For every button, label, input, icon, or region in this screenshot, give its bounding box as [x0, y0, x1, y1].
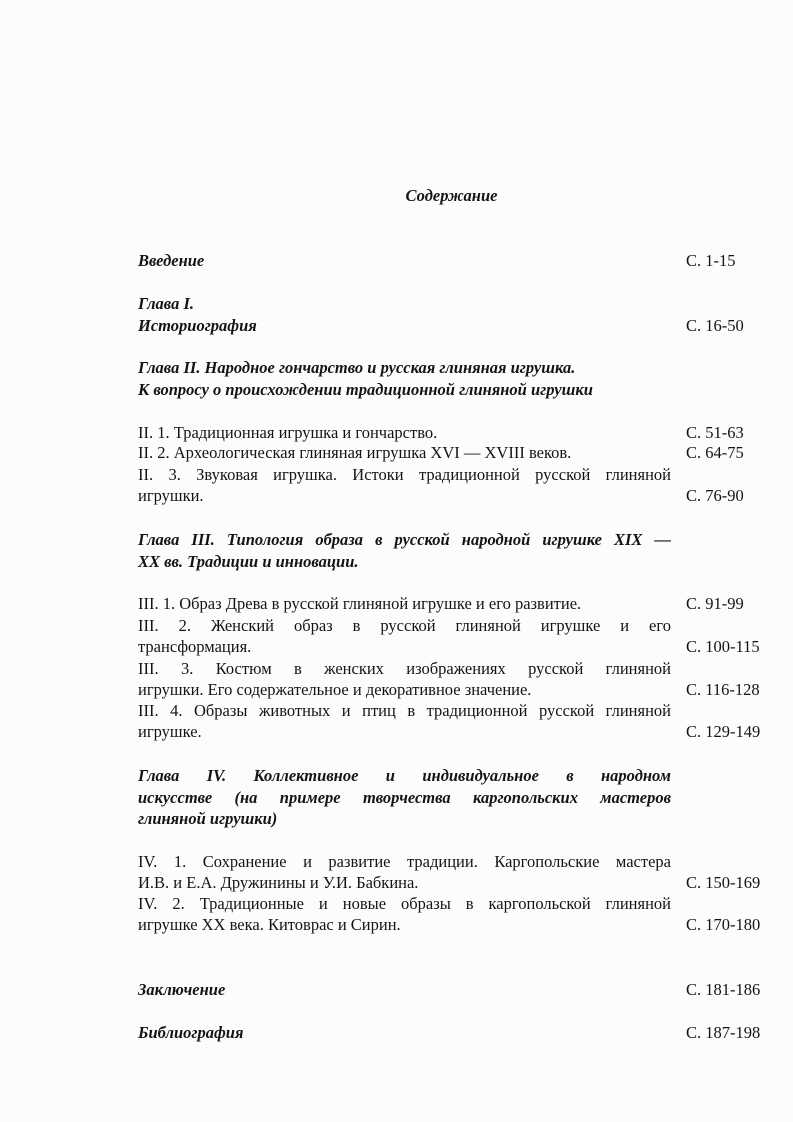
- toc-ch3-s3-pages: С. 116-128: [686, 680, 760, 699]
- toc-ch3-s2-line2: трансформация.: [138, 637, 252, 656]
- toc-intro-pages: С. 1-15: [686, 251, 736, 270]
- toc-ch1-pages: С. 16-50: [686, 316, 744, 335]
- toc-ch4-s2-line2: игрушке XX века. Китоврас и Сирин.: [138, 915, 401, 934]
- toc-bibliography-label: Библиография: [138, 1023, 244, 1042]
- toc-conclusion-pages: С. 181-186: [686, 980, 761, 999]
- toc-ch4-s1-line2: И.В. и Е.А. Дружинины и У.И. Бабкина.: [138, 873, 419, 892]
- toc-ch2-s2-pages: С. 64-75: [686, 443, 744, 462]
- toc-ch4-heading-line2: искусстве (на примере творчества каргопольских мастеров: [138, 788, 671, 807]
- toc-ch2-s1: II. 1. Традиционная игрушка и гончарство.: [138, 423, 438, 442]
- toc-ch2-s3-line1: II. 3. Звуковая игрушка. Истоки традиционной русской глиняной: [138, 465, 671, 484]
- toc-ch4-s2-line1: IV. 2. Традиционные и новые образы в каргопольской глиняной: [138, 894, 671, 913]
- toc-ch2-s3-line2: игрушки.: [138, 486, 204, 505]
- toc-ch4-s1-pages: С. 150-169: [686, 873, 761, 892]
- toc-ch4-s1-line1: IV. 1. Сохранение и развитие традиции. Каргопольские мастера: [138, 852, 671, 871]
- toc-ch3-heading-line1: Глава III. Типология образа в русской народной игрушке XIX —: [138, 530, 671, 549]
- toc-ch4-s2-pages: С. 170-180: [686, 915, 761, 934]
- toc-ch3-s3-line2: игрушки. Его содержательное и декоративное значение.: [138, 680, 532, 699]
- toc-ch4-heading-line3: глиняной игрушки): [138, 809, 278, 828]
- toc-ch4-heading-line1: Глава IV. Коллективное и индивидуальное в народном: [138, 766, 671, 785]
- toc-ch3-s4-line2: игрушке.: [138, 722, 202, 741]
- toc-ch3-s4-line1: III. 4. Образы животных и птиц в традиционной русской глиняной: [138, 701, 671, 720]
- toc-ch3-heading-line2: XX вв. Традиции и инновации.: [138, 552, 359, 571]
- toc-ch2-s3-pages: С. 76-90: [686, 486, 744, 505]
- toc-ch3-s2-pages: С. 100-115: [686, 637, 760, 656]
- toc-bibliography-pages: С. 187-198: [686, 1023, 761, 1042]
- toc-ch1-heading-line1: Глава I.: [138, 294, 194, 313]
- toc-ch3-s1-pages: С. 91-99: [686, 594, 744, 613]
- toc-ch3-s4-pages: С. 129-149: [686, 722, 761, 741]
- toc-conclusion-label: Заключение: [138, 980, 226, 999]
- toc-intro-label: Введение: [138, 251, 205, 270]
- toc-ch3-s1: III. 1. Образ Древа в русской глиняной игрушке и его развитие.: [138, 594, 582, 613]
- toc-ch2-s1-pages: С. 51-63: [686, 423, 744, 442]
- page-title: Содержание: [405, 186, 498, 205]
- toc-ch2-heading-line2: К вопросу о происхождении традиционной глиняной игрушки: [138, 380, 593, 399]
- toc-ch2-heading-line1: Глава II. Народное гончарство и русская глиняная игрушка.: [138, 358, 576, 377]
- toc-ch2-s2: II. 2. Археологическая глиняная игрушка XVI — XVIII веков.: [138, 443, 572, 462]
- toc-ch3-s2-line1: III. 2. Женский образ в русской глиняной игрушке и его: [138, 616, 671, 635]
- toc-ch1-heading-line2: Историография: [138, 316, 257, 335]
- toc-ch3-s3-line1: III. 3. Костюм в женских изображениях русской глиняной: [138, 659, 671, 678]
